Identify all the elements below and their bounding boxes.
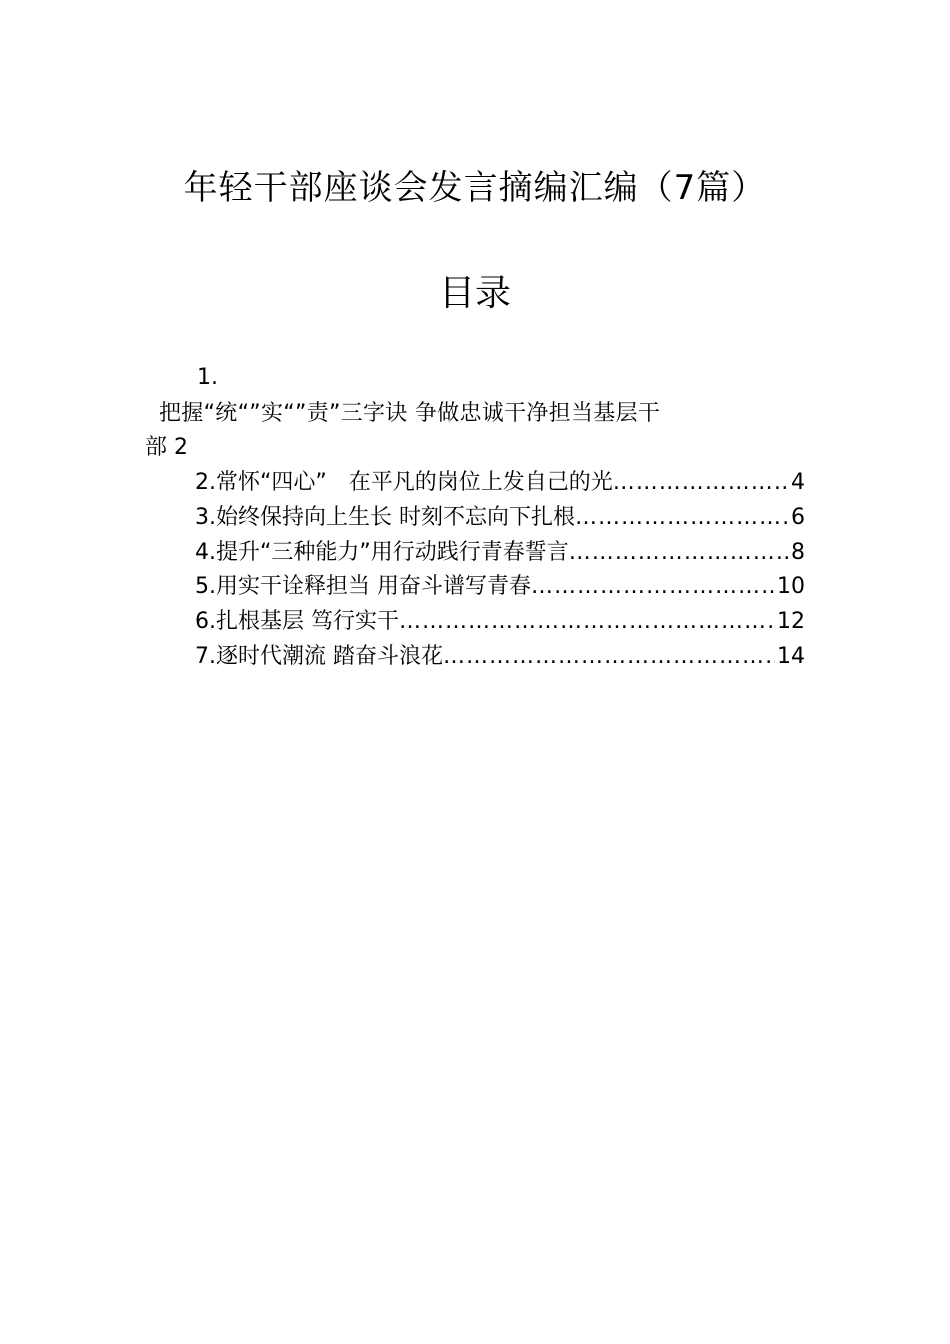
toc-entry-4[interactable] bbox=[195, 536, 805, 571]
toc-entry-6[interactable] bbox=[195, 605, 805, 640]
toc-dot-leader bbox=[443, 640, 775, 675]
toc-entry-page: 12 bbox=[777, 609, 805, 635]
toc-heading: 目录 bbox=[438, 273, 511, 314]
toc-dot-leader bbox=[569, 536, 789, 571]
toc-entry-page: 6 bbox=[791, 504, 805, 530]
toc-entry-3[interactable] bbox=[195, 501, 805, 536]
toc-dot-leader bbox=[613, 466, 789, 501]
toc-entry-1[interactable] bbox=[145, 362, 805, 466]
toc-entry-title: 7.逐时代潮流 踏奋斗浪花 bbox=[195, 643, 443, 669]
toc-entry-page: 14 bbox=[777, 643, 805, 669]
toc-dot-leader bbox=[575, 501, 789, 536]
table-of-contents bbox=[145, 362, 805, 675]
toc-entry-page: 2 bbox=[174, 435, 189, 460]
toc-entry-page: 4 bbox=[791, 470, 805, 495]
toc-entry-page: 8 bbox=[791, 539, 805, 565]
toc-entry-title-tail bbox=[145, 432, 188, 464]
toc-entry-title: 3.始终保持向上生长 时刻不忘向下扎根 bbox=[195, 504, 575, 530]
document-title: 年轻干部座谈会发言摘编汇编（7篇） bbox=[183, 168, 767, 208]
toc-entry-title-tail-text: 部 bbox=[145, 435, 168, 460]
toc-entry-title: 5.用实干诠释担当 用奋斗谱写青春 bbox=[195, 574, 531, 600]
toc-entry-title: 2.常怀“四心” 在平凡的岗位上发自己的光 bbox=[195, 470, 613, 495]
toc-entry-5[interactable] bbox=[195, 570, 805, 605]
toc-entry-page: 10 bbox=[777, 574, 805, 600]
toc-entry-title: 4.提升“三种能力”用行动践行青春誓言 bbox=[195, 539, 569, 565]
toc-entry-number: 1. bbox=[197, 365, 218, 390]
toc-dot-leader bbox=[399, 605, 775, 640]
toc-entry-title: 6.扎根基层 笃行实干 bbox=[195, 609, 399, 635]
toc-dot-leader bbox=[531, 570, 775, 605]
toc-entry-title: 把握“统“”实“”责”三字诀 争做忠诚干净担当基层干 bbox=[159, 401, 661, 426]
toc-entry-7[interactable] bbox=[195, 640, 805, 675]
toc-entry-2[interactable] bbox=[195, 466, 805, 501]
